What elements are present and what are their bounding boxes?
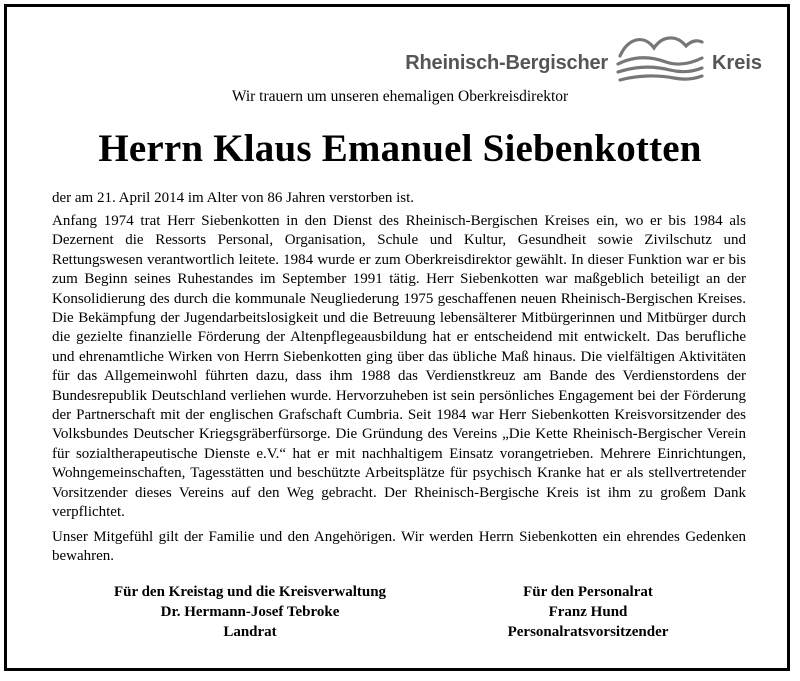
logo-text-left: Rheinisch-Bergischer — [405, 52, 608, 74]
signature-right-name: Franz Hund — [548, 604, 628, 620]
deceased-name: Herrn Klaus Emanuel Siebenkotten — [98, 127, 702, 170]
signature-left-name: Dr. Hermann-Josef Tebroke — [160, 604, 340, 620]
logo-text-right: Kreis — [711, 52, 762, 74]
signature-right-role: Für den Personalrat — [523, 584, 653, 600]
condolence-paragraph: Unser Mitgefühl gilt der Familie und den Angehörigen. Wir werden Herrn Siebenkotten ein ehrendes Gedenken bewahren. — [52, 529, 746, 565]
signature-left-role: Für den Kreistag und die Kreisverwaltung — [113, 584, 387, 600]
signature-left-title: Landrat — [223, 624, 277, 640]
death-date-line: der am 21. April 2014 im Alter von 86 Jahren verstorben ist. — [52, 190, 415, 206]
signature-right-title: Personalratsvorsitzender — [507, 624, 669, 640]
intro-line: Wir trauern um unseren ehemaligen Oberkreisdirektor — [231, 88, 569, 105]
district-logo — [382, 26, 762, 86]
biography-paragraph: Anfang 1974 trat Herr Siebenkotten in den Dienst des Rheinisch-Bergischen Kreises ein, wo er bis 1984 als Dezernent die Ressorts Personal, Organisation, Schule und Kultur, Gesundheit sowie Zivilschutz und Rettungswesen verantwortlich leitete. 1984 wurde er zum Oberkreisdirektor gewählt. In dieser Funktion war er bis zum Beginn seines Ruhestandes im September 1991 tätig. Herr Siebenkotten war maßgeblich beteiligt an der Konsolidierung des durch die kommunale Neugliederung 1975 geschaffenen neuen Rheinisch-Bergischen Kreises. Die Bekämpfung der Jugendarbeitslosigkeit und die Betreuung lebensälterer Mitbürgerinnen und Mitbürger durch die gezielte finanzielle Förderung der Altenpflegeausbildung hat er entscheidend mit entwickelt. Das berufliche und ehrenamtliche Wirken von Herrn Siebenkotten ging über das übliche Maß hinaus. Die vielfältigen Aktivitäten für das Allgemeinwohl führten dazu, dass ihm 1988 das Verdienstkreuz am Bande des Verdienstordens der Bundesrepublik Deutschland verliehen wurde. Hervorzuheben ist sein persönliches Engagement bei der Förderung der Partnerschaft mit der englischen Grafschaft Cumbria. Seit 1984 war Herr Siebenkotten Kreisvorsitzender des Volksbundes Deutscher Kriegsgräberfürsorge. Die Gründung des Vereins „Die Kette Rheinisch-Bergischer Verein für sozialtherapeutische Dienste e.V.“ hat er mit nachhaltigem Einsatz vorangetrieben. Mehrere Einrichtungen, Wohngemeinschaften, Tagesstätten und beschützte Arbeitsplätze für psychisch Kranke hat er als stellvertretender Vorsitzender dieses Vereins auf den Weg gebracht. Der Rheinisch-Bergische Kreis ist ihm zu großem Dank verpflichtet. — [52, 213, 746, 521]
signature-block-right — [468, 582, 708, 642]
wave-bridge-logo-icon — [614, 26, 706, 86]
signature-block-left — [100, 582, 400, 642]
